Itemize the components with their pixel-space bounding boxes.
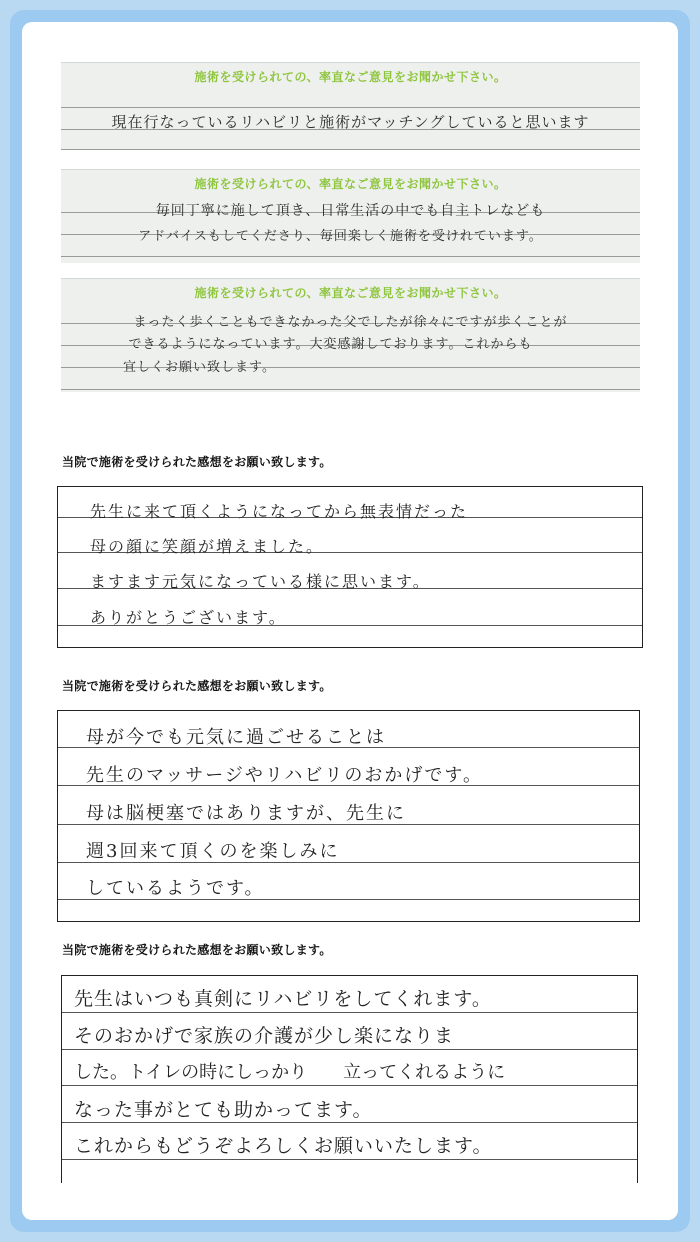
form-heading: 当院で施術を受けられた感想をお願い致します。	[62, 943, 332, 957]
form-box-1	[57, 486, 643, 648]
handwritten-line: 先生のマッサージやリハビリのおかげです。	[86, 765, 483, 786]
handwritten-line: 先生はいつも真剣にリハビリをしてくれます。	[74, 988, 492, 1010]
form-box-3	[61, 975, 638, 1183]
form-line	[62, 1159, 637, 1160]
handwritten-line: ますます元気になっている様に思います。	[90, 572, 431, 591]
handwritten-line: まったく歩くこともできなかった父でしたが徐々にですが歩くことが	[133, 315, 568, 330]
form-line	[62, 1122, 637, 1123]
ruled-line	[61, 107, 640, 108]
handwritten-line: 先生に来て頂くようになってから無表情だった	[90, 502, 469, 521]
form-line	[62, 1012, 637, 1013]
handwritten-line: 母が今でも元気に過ごせることは	[86, 727, 386, 748]
survey-card-3	[61, 278, 640, 392]
handwritten-line: した。トイレの時にしっかり 立ってくれるように	[74, 1062, 506, 1083]
handwritten-line: 週3回来て頂くのを楽しみに	[86, 841, 340, 862]
handwritten-line: 毎回丁寧に施して頂き、日常生活の中でも自主トレなども	[155, 203, 546, 219]
handwritten-line: 母は脳梗塞ではありますが、先生に	[86, 803, 406, 824]
form-heading: 当院で施術を受けられた感想をお願い致します。	[62, 455, 332, 469]
ruled-line	[61, 149, 640, 150]
form-line	[62, 1049, 637, 1050]
handwritten-line: できるようになっています。大変感謝しております。これからも	[128, 337, 533, 352]
form-box-2	[57, 710, 640, 922]
survey-card-2	[61, 169, 640, 263]
handwritten-line: ありがとうございます。	[90, 608, 287, 627]
handwritten-line: 宜しくお願い致します。	[123, 360, 276, 375]
handwritten-line: そのおかげで家族の介護が少し楽になりま	[74, 1025, 455, 1047]
survey-card-title: 施術を受けられての、率直なご意見をお聞かせ下さい。	[194, 177, 507, 191]
form-line	[62, 1085, 637, 1086]
handwritten-line: 現在行なっているリハビリと施術がマッチングしていると思います	[111, 113, 590, 131]
form-heading: 当院で施術を受けられた感想をお願い致します。	[62, 679, 332, 693]
handwritten-line: 母の顔に笑顔が増えました。	[90, 537, 325, 556]
handwritten-line: アドバイスもしてくださり、毎回楽しく施術を受けれています。	[138, 229, 543, 244]
ruled-line	[61, 256, 640, 257]
handwritten-line: なった事がとても助かってます。	[74, 1099, 373, 1121]
survey-card-title: 施術を受けられての、率直なご意見をお聞かせ下さい。	[194, 286, 507, 300]
ruled-line	[61, 389, 640, 390]
survey-card-title: 施術を受けられての、率直なご意見をお聞かせ下さい。	[194, 70, 507, 84]
handwritten-line: これからもどうぞよろしくお願いいたします。	[74, 1135, 493, 1157]
handwritten-line: しているようです。	[86, 878, 265, 899]
survey-card-1	[61, 62, 640, 150]
